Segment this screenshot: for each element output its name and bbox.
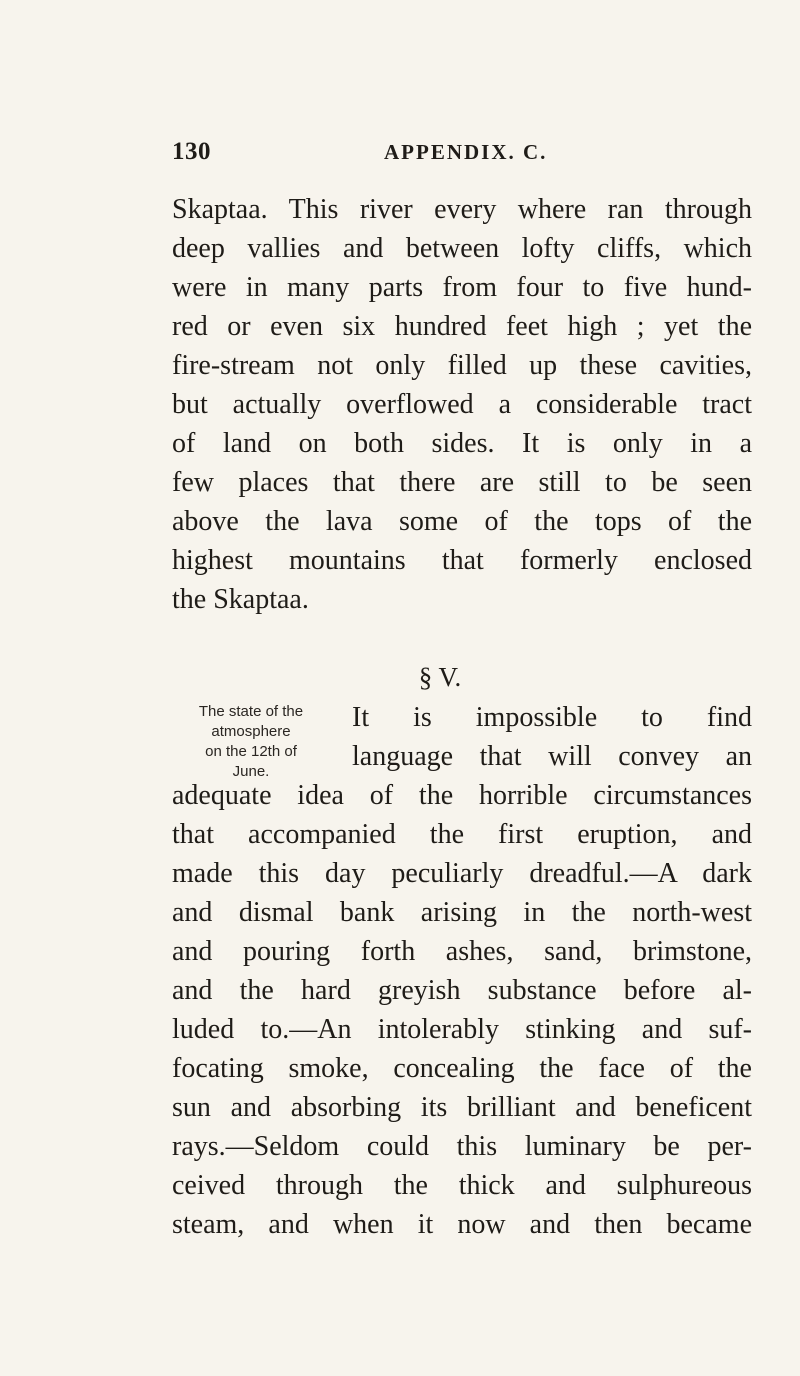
margin-note-line: on the 12th of xyxy=(205,743,297,760)
text-line: steam, and when it now and then became xyxy=(172,1209,752,1240)
text-line: adequate idea of the horrible circumstances xyxy=(172,780,752,811)
text-line: above the lava some of the tops of the xyxy=(172,506,752,537)
text-line: and the hard greyish substance before al- xyxy=(172,975,752,1006)
text-line: deep vallies and between lofty cliffs, which xyxy=(172,233,752,264)
margin-note-line: June. xyxy=(232,763,270,780)
margin-note-line: atmosphere xyxy=(211,723,291,740)
paragraph-1 xyxy=(172,190,752,619)
text-line: highest mountains that formerly enclosed xyxy=(172,545,752,576)
text-line: luded to.—An intolerably stinking and suf- xyxy=(172,1014,752,1045)
text-line: sun and absorbing its brilliant and beneficent xyxy=(172,1092,752,1123)
text-line: the Skaptaa. xyxy=(172,584,309,615)
margin-note xyxy=(162,702,340,782)
text-line: rays.—Seldom could this luminary be per- xyxy=(172,1131,752,1162)
running-head: APPENDIX. C. xyxy=(384,140,548,164)
paragraph-2 xyxy=(172,776,752,1244)
text-line: fire-stream not only filled up these cavities, xyxy=(172,350,752,381)
page-number: 130 xyxy=(172,138,211,165)
text-line: It is impossible to find xyxy=(352,702,752,733)
text-line: that accompanied the first eruption, and xyxy=(172,819,752,850)
text-line: of land on both sides. It is only in a xyxy=(172,428,752,459)
text-line: few places that there are still to be seen xyxy=(172,467,752,498)
text-line: but actually overflowed a considerable tract xyxy=(172,389,752,420)
text-line: Skaptaa. This river every where ran through xyxy=(172,194,752,225)
text-line: and pouring forth ashes, sand, brimstone, xyxy=(172,936,752,967)
text-line: focating smoke, concealing the face of the xyxy=(172,1053,752,1084)
text-line: and dismal bank arising in the north-west xyxy=(172,897,752,928)
text-line: were in many parts from four to five hund- xyxy=(172,272,752,303)
text-line: ceived through the thick and sulphureous xyxy=(172,1170,752,1201)
text-line: made this day peculiarly dreadful.—A dark xyxy=(172,858,752,889)
text-line: red or even six hundred feet high ; yet the xyxy=(172,311,752,342)
paragraph-2-indented xyxy=(352,698,752,776)
page-header xyxy=(172,138,752,168)
margin-note-line: The state of the xyxy=(198,703,304,720)
section-heading: § V. xyxy=(418,662,462,692)
text-line: language that will convey an xyxy=(352,741,752,772)
